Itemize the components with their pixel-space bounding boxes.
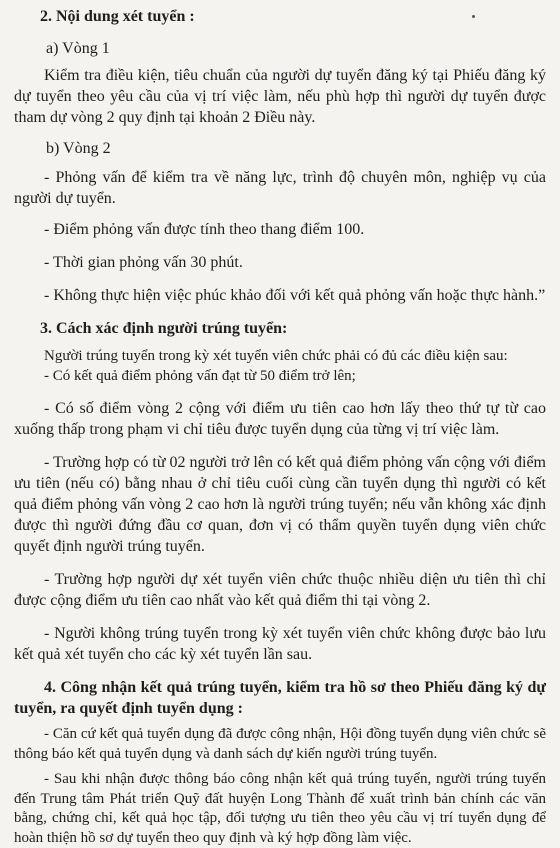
section-3-item: - Có số điểm vòng 2 cộng với điểm ưu tiên cao hơn lấy theo thứ tự từ cao xuống thấp trong phạm vi chỉ tiêu được tuyển dụng của từng vị trí việc làm. [14,400,546,438]
section-3-item: - Trường hợp có từ 02 người trở lên có kết quả điểm phỏng vấn cộng với điểm ưu tiên (nếu có) bằng nhau ở chỉ tiêu cuối cùng cần tuyển dụng thì người có kết quả điểm phỏng vấn vòng 2 cao hơn là người trúng tuyển; nếu vẫn không xác định được thì người đứng đầu cơ quan, đơn vị có thẩm quyền tuyển dụng viên chức quyết định người trúng tuyển. [14,454,546,555]
round-2-label: b) Vòng 2 [46,140,111,157]
section-4-item: - Sau khi nhận được thông báo công nhận kết quả trúng tuyển, người trúng tuyển đến Trung tâm Phát triển Quỹ đất huyện Long Thành để xuất trình bản chính các văn bằng, chứng chỉ, kết quả học tập, đối tượng ưu tiên theo yêu cầu vị trí tuyển dụng để hoàn thiện hồ sơ dự tuyển theo quy định và ký hợp đồng làm việc. [14,771,546,846]
section-3-item: - Trường hợp người dự xét tuyển viên chức thuộc nhiều diện ưu tiên thì chỉ được cộng điểm ưu tiên cao nhất vào kết quả điểm thi tại vòng 2. [14,571,546,609]
round-2-item: - Thời gian phỏng vấn 30 phút. [44,254,243,271]
section-4-item: - Căn cứ kết quả tuyển dụng đã được công nhận, Hội đồng tuyển dụng viên chức sẽ thông báo kết quả tuyển dụng và danh sách dự kiến người trúng tuyển. [14,726,546,762]
section-3-item: - Có kết quả điểm phỏng vấn đạt từ 50 điểm trở lên; [44,367,356,384]
round-2-item: - Không thực hiện việc phúc khảo đối với kết quả phỏng vấn hoặc thực hành.” [44,287,546,304]
round-1-text: Kiểm tra điều kiện, tiêu chuẩn của người dự tuyển đăng ký tại Phiếu đăng ký dự tuyển theo yêu cầu của vị trí việc làm, nếu phù hợp thì người dự tuyển được tham dự vòng 2 quy định tại khoản 2 Điều này. [14,67,546,126]
section-4-heading: 4. Công nhận kết quả trúng tuyển, kiểm tra hồ sơ theo Phiếu đăng ký dự tuyển, ra quyết định tuyển dụng : [14,679,546,717]
section-3-heading: 3. Cách xác định người trúng tuyển: [40,320,288,337]
section-3-intro: Người trúng tuyển trong kỳ xét tuyển viên chức phải có đủ các điều kiện sau: [44,348,508,364]
section-2-heading: 2. Nội dung xét tuyển : [40,8,195,25]
round-2-item: - Phỏng vấn để kiểm tra về năng lực, trình độ chuyên môn, nghiệp vụ của người dự tuyển. [14,169,546,207]
round-2-item: - Điểm phỏng vấn được tính theo thang điểm 100. [44,221,365,238]
round-1-label: a) Vòng 1 [46,40,110,57]
section-3-item: - Người không trúng tuyển trong kỳ xét tuyển viên chức không được bảo lưu kết quả xét tuyển cho các kỳ xét tuyển lần sau. [14,625,546,663]
scan-speck [472,15,475,18]
